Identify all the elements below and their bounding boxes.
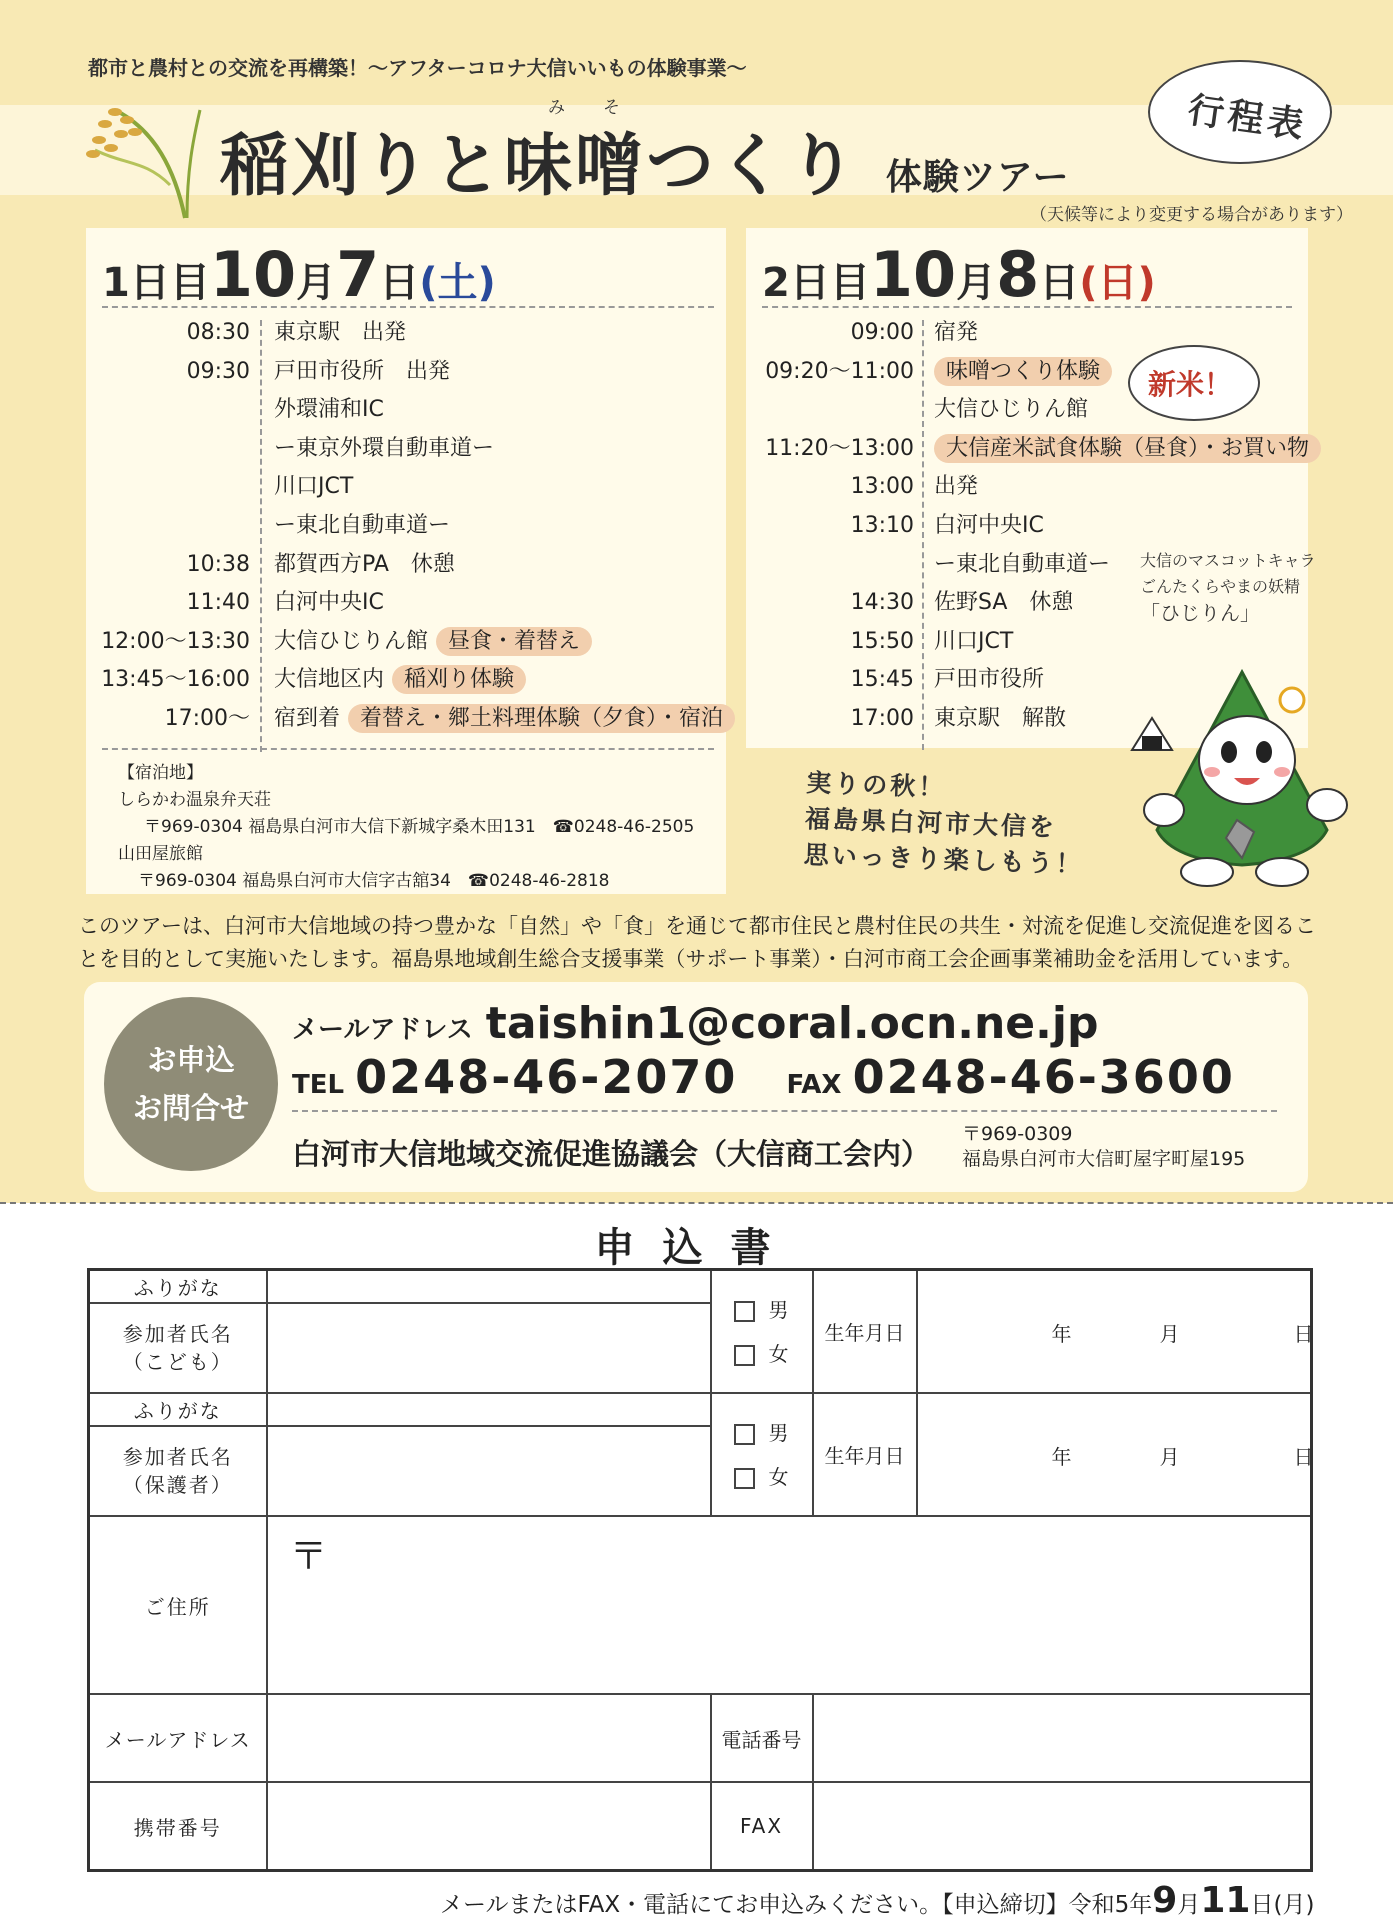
organization-street: 福島県白河市大信町屋字町屋195 [962,1148,1246,1170]
child-name-label-line-1: 参加者氏名 [122,1322,233,1346]
day2-time: 11:20〜13:00 [765,435,914,461]
day1-label: 1日目 [102,260,210,306]
day1-place: 戸田市役所 出発 [274,358,451,384]
day1-place: 都賀西方PA 休憩 [274,551,455,577]
email-field-label: メールアドレス [89,1694,267,1782]
day2-time: 15:50 [850,628,914,654]
guardian-dob-input[interactable] [917,1393,1312,1516]
tel-number[interactable]: 0248-46-2070 [355,1050,738,1104]
contact-email-row [292,998,1098,1049]
day1-schedule-row [86,661,726,699]
day2-weekday: (日) [1079,260,1156,306]
child-female-option[interactable] [734,1332,812,1376]
day1-activity-tag: 稲刈り体験 [392,665,526,694]
guardian-dob-month: 月 [1159,1444,1180,1469]
mascot-name: 「ひじりん」 [1140,601,1260,625]
day1-place: 大信地区内 [274,667,385,693]
day1-activity [274,430,494,468]
mascot-line-1: 大信のマスコットキャラ [1140,551,1316,570]
day2-activity [934,391,1088,429]
day1-activity [274,314,406,352]
guardian-dob-label: 生年月日 [813,1393,917,1516]
day1-schedule-row [86,546,726,584]
day1-place: 外環浦和IC [274,397,384,423]
page-title [220,112,1070,209]
day1-place: 宿到着 [274,706,341,731]
title-ruby: みそ [548,98,658,118]
deadline-month-unit: 月 [1177,1892,1201,1918]
day1-day-unit: 日 [379,260,420,306]
day2-activity [934,468,978,506]
day2-time: 09:20〜11:00 [765,358,914,384]
catchphrase-line-1: 実りの秋！ [805,768,947,803]
mobile-field[interactable] [267,1782,711,1871]
day2-place: 大信ひじりん館 [934,397,1089,423]
child-female-checkbox[interactable] [734,1345,755,1366]
day2-place: ー東北自動車道ー [934,551,1111,577]
mascot-caption [1140,548,1316,626]
day1-schedule-row [86,507,726,545]
lodging-tel-2: ☎0248-46-2818 [467,871,610,891]
fax-label: FAX [786,1070,842,1100]
day1-heading [102,238,496,311]
email-address[interactable]: taishin1@coral.ocn.ne.jp [485,998,1099,1049]
day1-activity [274,623,592,661]
deadline-weekday: (月) [1273,1892,1315,1918]
new-rice-bubble [1128,345,1260,421]
child-furigana-label: ふりがな [89,1270,267,1304]
deadline-month: 9 [1152,1880,1178,1921]
organization-postal: 〒969-0309 [962,1123,1073,1145]
guardian-name-input[interactable] [267,1426,711,1516]
day2-time: 13:10 [850,513,914,538]
day2-day-unit: 日 [1039,260,1080,306]
day2-month-unit: 月 [956,260,997,306]
form-title: 申込書 [594,1225,799,1271]
schedule-bubble [1148,60,1332,164]
lodging-address-line-2 [118,868,694,895]
day1-activity [274,661,526,699]
day2-place: 佐野SA 休憩 [934,590,1074,616]
guardian-furigana-input[interactable] [267,1393,711,1426]
day2-divider [762,306,1292,308]
lodging-address-line-1 [118,814,694,841]
contact-circle [104,997,278,1171]
contact-circle-line-1: お申込 [147,1043,235,1077]
child-dob-month: 月 [1159,1321,1180,1346]
guardian-male-checkbox[interactable] [734,1424,755,1445]
mascot-line-2: ごんたくらやまの妖精 [1140,577,1301,596]
catchphrase-line-2: 福島県白河市大信を [804,804,1058,842]
email-label: メールアドレス [292,1015,473,1045]
day2-activity [934,700,1066,738]
day2-heading [762,238,1156,311]
phone-field-label: 電話番号 [711,1694,813,1782]
fax-field-label: FAX [711,1782,813,1871]
guardian-female-option[interactable] [734,1455,812,1499]
lodging-name-1: しらかわ温泉弁天荘 [118,790,271,810]
day1-place: 白河中央IC [274,590,384,616]
day2-time: 15:45 [850,667,914,693]
day1-activity [274,353,450,391]
day1-month: 10 [209,238,297,311]
child-female-label: 女 [768,1341,789,1366]
catchphrase [803,765,1087,883]
day1-time: 10:38 [186,551,250,577]
title-sub: 体験ツアー [885,157,1070,198]
lodging-tel-1: ☎0248-46-2505 [552,817,695,837]
day2-activity [934,584,1073,622]
deadline-day: 11 [1200,1880,1251,1921]
phone-field[interactable] [813,1694,1312,1782]
child-name-label-line-2: （こども） [122,1350,233,1374]
mascot-hijirin-icon [1122,660,1362,900]
rice-plant-icon [75,90,205,220]
child-dob-input[interactable] [917,1270,1312,1394]
weather-note: （天候等により変更する場合があります） [1030,205,1353,225]
fax-number[interactable]: 0248-46-3600 [852,1050,1235,1104]
lodging-label: 【宿泊地】 [118,763,203,783]
lodging-info [118,760,694,895]
day1-place: ー東北自動車道ー [274,513,451,538]
child-male-option[interactable] [734,1288,812,1332]
day1-lodging-divider [102,748,714,750]
child-dob-day: 日 [1293,1321,1314,1346]
tour-description: このツアーは、白河市大信地域の持つ豊かな「自然」や「食」を通じて都市住民と農村住民の共生・対流を促進し交流促進を図ることを目的として実施いたします。福島県地域創生総合支援事業（サポート事業）・白河市商工会企画事業補助金を活用しています。 [78,914,1316,971]
child-name-input[interactable] [267,1303,711,1393]
day2-activity-tag: 大信産米試食体験（昼食）・お買い物 [934,434,1321,463]
lodging-address-2: 〒969-0304 福島県白河市大信字古舘34 [138,871,451,891]
lodging-address-1: 〒969-0304 福島県白河市大信下新城字桑木田131 [144,817,536,837]
day1-activity [274,700,735,738]
day2-schedule-row [746,468,1308,506]
guardian-dob-day: 日 [1293,1444,1314,1469]
day1-activity [274,507,450,545]
day2-day: 8 [996,238,1040,311]
day1-divider [102,306,714,308]
day2-place: 川口JCT [934,628,1014,654]
day2-place: 宿発 [934,320,979,345]
day2-time: 14:30 [850,590,914,616]
address-input[interactable] [267,1516,1312,1694]
day2-activity [934,661,1044,699]
address-label: ご住所 [89,1516,267,1694]
child-male-checkbox[interactable] [734,1301,755,1322]
contact-phone-row [292,1050,1235,1104]
day1-place: 川口JCT [274,474,354,500]
guardian-name-label-line-1: 参加者氏名 [122,1445,233,1469]
day1-month-unit: 月 [296,260,337,306]
contact-divider [292,1110,1277,1112]
guardian-female-checkbox[interactable] [734,1468,755,1489]
day1-schedule-row [86,391,726,429]
day2-time: 09:00 [850,320,914,345]
child-dob-label: 生年月日 [813,1270,917,1394]
guardian-gender-cell [711,1393,813,1516]
day2-time: 13:00 [850,474,914,500]
day1-place: 東京駅 出発 [274,320,407,345]
day2-month: 10 [869,238,957,311]
day1-activity-tag: 着替え・郷土料理体験（夕食）・宿泊 [348,704,735,733]
day1-activity [274,584,384,622]
day1-time: 09:30 [186,358,250,384]
guardian-name-label [89,1426,267,1516]
day2-activity [934,507,1044,545]
day2-place: 東京駅 解散 [934,706,1067,731]
guardian-dob-year: 年 [1051,1444,1072,1469]
day1-time: 12:00〜13:30 [101,628,250,654]
day2-place: 白河中央IC [934,513,1044,538]
title-main: 稲刈りと味噌つくり [220,127,860,206]
day2-activity [934,353,1112,391]
cut-line [0,1202,1393,1204]
event-subtitle: 都市と農村との交流を再構築！〜アフターコロナ大信いいもの体験事業〜 [88,56,747,80]
day1-activity-tag: 昼食・着替え [436,627,592,656]
guardian-female-label: 女 [768,1464,789,1489]
day1-weekday: (土) [419,260,496,306]
day1-time: 11:40 [186,590,250,616]
day2-place: 出発 [934,474,979,500]
day2-place: 戸田市役所 [934,667,1045,693]
mobile-field-label: 携帯番号 [89,1782,267,1871]
child-dob-year: 年 [1051,1321,1072,1346]
deadline-note [440,1880,1314,1921]
day1-schedule-row [86,314,726,352]
day1-schedule-row [86,430,726,468]
day1-schedule-row [86,700,726,738]
child-name-label [89,1303,267,1393]
new-rice-label: 新米！ [1148,368,1233,401]
tel-label: TEL [292,1070,345,1100]
catchphrase-line-3: 思いっきり楽しもう！ [803,840,1085,879]
day2-activity-tag: 味噌つくり体験 [934,357,1112,386]
day1-place: ー東京外環自動車道ー [274,435,495,461]
guardian-male-label: 男 [768,1420,789,1445]
lodging-name-2: 山田屋旅館 [118,844,203,864]
guardian-name-label-line-2: （保護者） [122,1473,233,1497]
day1-day: 7 [336,238,380,311]
fax-field[interactable] [813,1782,1312,1871]
day2-activity [934,314,978,352]
day1-time: 17:00〜 [164,706,250,731]
day2-schedule-row [746,507,1308,545]
contact-circle-line-2: お問合せ [132,1091,249,1125]
day1-schedule-row [86,353,726,391]
day1-time: 08:30 [186,320,250,345]
day1-schedule-row [86,584,726,622]
organization-address [962,1122,1245,1172]
day2-schedule-row [746,430,1308,468]
day2-time: 17:00 [850,706,914,731]
day2-schedule-row [746,314,1308,352]
day2-label: 2日目 [762,260,870,306]
deadline-day-unit: 日 [1250,1892,1274,1918]
day1-schedule-row [86,468,726,506]
schedule-label: 行程表 [1185,89,1310,148]
deadline-text: メールまたはFAX・電話にてお申込みください。【申込締切】令和5年 [440,1892,1153,1918]
day1-activity [274,391,384,429]
child-furigana-input[interactable] [267,1270,711,1304]
child-male-label: 男 [768,1297,789,1322]
day2-activity [934,430,1321,468]
day2-schedule-row [746,623,1308,661]
day1-time: 13:45〜16:00 [101,667,250,693]
day2-activity [934,623,1013,661]
day1-schedule-row [86,623,726,661]
child-gender-cell [711,1270,813,1394]
day1-activity [274,468,353,506]
postal-mark: 〒 [289,1534,328,1578]
application-form [87,1268,1313,1872]
guardian-male-option[interactable] [734,1411,812,1455]
organization-name: 白河市大信地域交流促進協議会（大信商工会内） [292,1137,931,1171]
day2-activity [934,546,1110,584]
day1-activity [274,546,455,584]
email-field[interactable] [267,1694,711,1782]
guardian-furigana-label: ふりがな [89,1393,267,1426]
day1-place: 大信ひじりん館 [274,628,429,654]
